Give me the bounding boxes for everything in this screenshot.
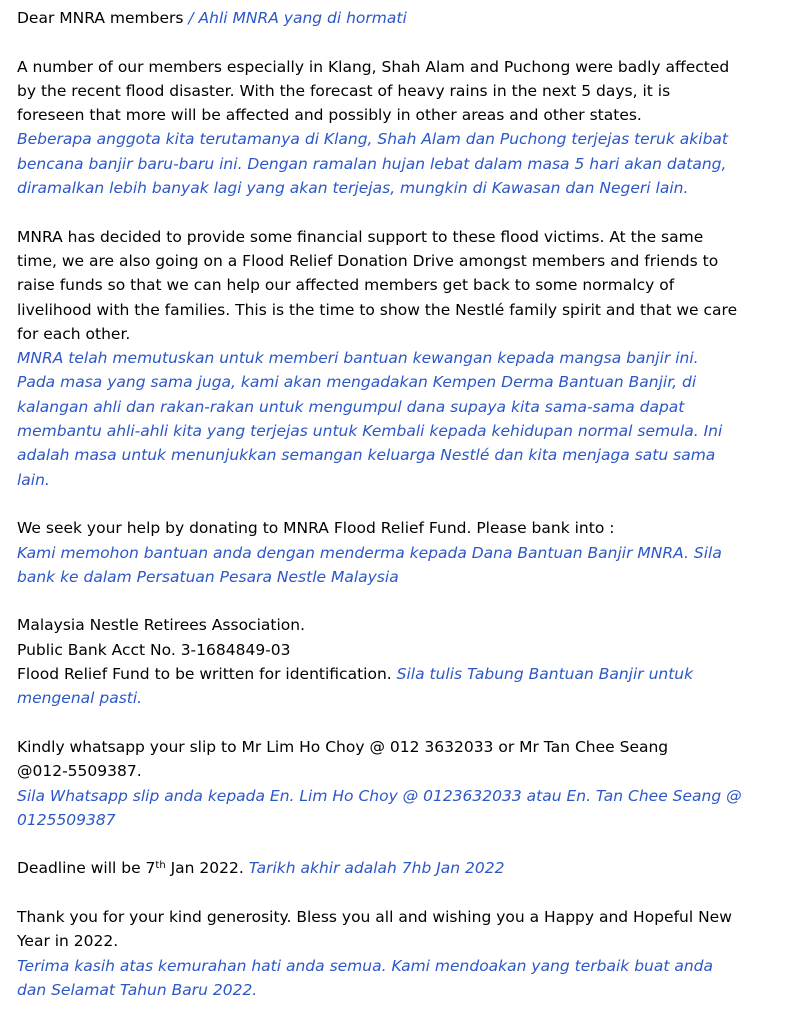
para1-ms-line: bencana banjir baru-baru ini. Dengan ramalan hujan lebat dalam masa 5 hari akan datang, — [17, 154, 727, 173]
para2-ms-line: adalah masa untuk menunjukkan semangan keluarga Nestlé dan kita menjaga satu sama — [17, 446, 716, 465]
paragraph-donation-drive — [17, 225, 777, 492]
bank-reference-ms: Sila tulis Tabung Bantuan Banjir untuk — [396, 665, 694, 684]
para2-ms-line: MNRA telah memutuskan untuk memberi bantuan kewangan kepada mangsa banjir ini. — [17, 349, 699, 368]
deadline-en-suffix: Jan 2022. — [165, 859, 249, 878]
paragraph-donation-request — [17, 516, 777, 589]
paragraph-gap — [17, 492, 777, 516]
bank-details — [17, 613, 777, 710]
paragraph-flood-impact — [17, 55, 777, 201]
contact-ms-line: Sila Whatsapp slip anda kepada En. Lim Ho Choy @ 0123632033 atau En. Tan Chee Seang @ — [17, 786, 742, 805]
contact-en-line: Kindly whatsapp your slip to Mr Lim Ho Choy @ 012 3632033 or Mr Tan Chee Seang — [17, 737, 669, 756]
para3-en-line: We seek your help by donating to MNRA Flood Relief Fund. Please bank into : — [17, 519, 615, 538]
para2-en-line: time, we are also going on a Flood Relief Donation Drive amongst members and friends to — [17, 251, 719, 270]
paragraph-gap — [17, 711, 777, 735]
para2-en-line: MNRA has decided to provide some financial support to these flood victims. At the same — [17, 227, 704, 246]
closing-paragraph — [17, 905, 777, 1002]
deadline-ordinal: th — [155, 860, 166, 872]
greeting-ms: / Ahli MNRA yang di hormati — [183, 9, 407, 27]
deadline-ms: Tarikh akhir adalah 7hb Jan 2022 — [248, 859, 505, 878]
paragraph-gap — [17, 832, 777, 856]
paragraph-gap — [17, 30, 777, 54]
contact-ms-line: 0125509387 — [17, 810, 116, 829]
para2-en-line: livelihood with the families. This is the time to show the Nestlé family spirit and that we care — [17, 300, 738, 319]
closing-en-line: Thank you for your kind generosity. Bless you all and wishing you a Happy and Hopeful New — [17, 907, 732, 926]
closing-en-line: Year in 2022. — [17, 932, 119, 951]
para2-ms-line: lain. — [17, 470, 50, 489]
para2-ms-line: Pada masa yang sama juga, kami akan mengadakan Kempen Derma Bantuan Banjir, di — [17, 373, 697, 392]
deadline-en-prefix: Deadline will be 7 — [17, 859, 156, 878]
para1-ms-line: diramalkan lebih banyak lagi yang akan terjejas, mungkin di Kawasan dan Negeri lain. — [17, 179, 689, 198]
para1-en-line: foreseen that more will be affected and possibly in other areas and other states. — [17, 106, 642, 125]
para2-en-line: raise funds so that we can help our affected members get back to some normalcy of — [17, 276, 675, 295]
bank-account-number: Public Bank Acct No. 3-1684849-03 — [17, 640, 291, 659]
bank-reference-ms-cont: mengenal pasti. — [17, 689, 143, 708]
para2-ms-line: kalangan ahli dan rakan-rakan untuk mengumpul dana supaya kita sama-sama dapat — [17, 397, 685, 416]
contact-en-line: @012-5509387. — [17, 762, 142, 781]
para2-en-line: for each other. — [17, 324, 131, 343]
para3-ms-line: bank ke dalam Persatuan Pesara Nestle Malaysia — [17, 567, 399, 586]
para2-ms-line: membantu ahli-ahli kita yang terjejas untuk Kembali kepada kehidupan normal semula. Ini — [17, 422, 723, 441]
greeting-en: Dear MNRA members — [17, 9, 184, 27]
bank-reference-line — [17, 662, 777, 686]
paragraph-gap — [17, 589, 777, 613]
letter-document — [17, 6, 777, 1002]
para1-en-line: A number of our members especially in Klang, Shah Alam and Puchong were badly affected — [17, 57, 730, 76]
deadline-line — [17, 856, 777, 880]
bank-reference-en: Flood Relief Fund to be written for identification. — [17, 665, 397, 684]
para3-ms-line: Kami memohon bantuan anda dengan menderma kepada Dana Bantuan Banjir MNRA. Sila — [17, 543, 722, 562]
bank-account-name: Malaysia Nestle Retirees Association. — [17, 616, 305, 635]
closing-ms-line: Terima kasih atas kemurahan hati anda semua. Kami mendoakan yang terbaik buat anda — [17, 956, 714, 975]
para1-ms-line: Beberapa anggota kita terutamanya di Klang, Shah Alam dan Puchong terjejas teruk akibat — [17, 130, 728, 149]
paragraph-gap — [17, 881, 777, 905]
contact-details — [17, 735, 777, 832]
closing-ms-line: dan Selamat Tahun Baru 2022. — [17, 980, 258, 999]
greeting-line — [17, 6, 777, 30]
paragraph-gap — [17, 200, 777, 224]
para1-en-line: by the recent flood disaster. With the forecast of heavy rains in the next 5 days, it is — [17, 81, 671, 100]
